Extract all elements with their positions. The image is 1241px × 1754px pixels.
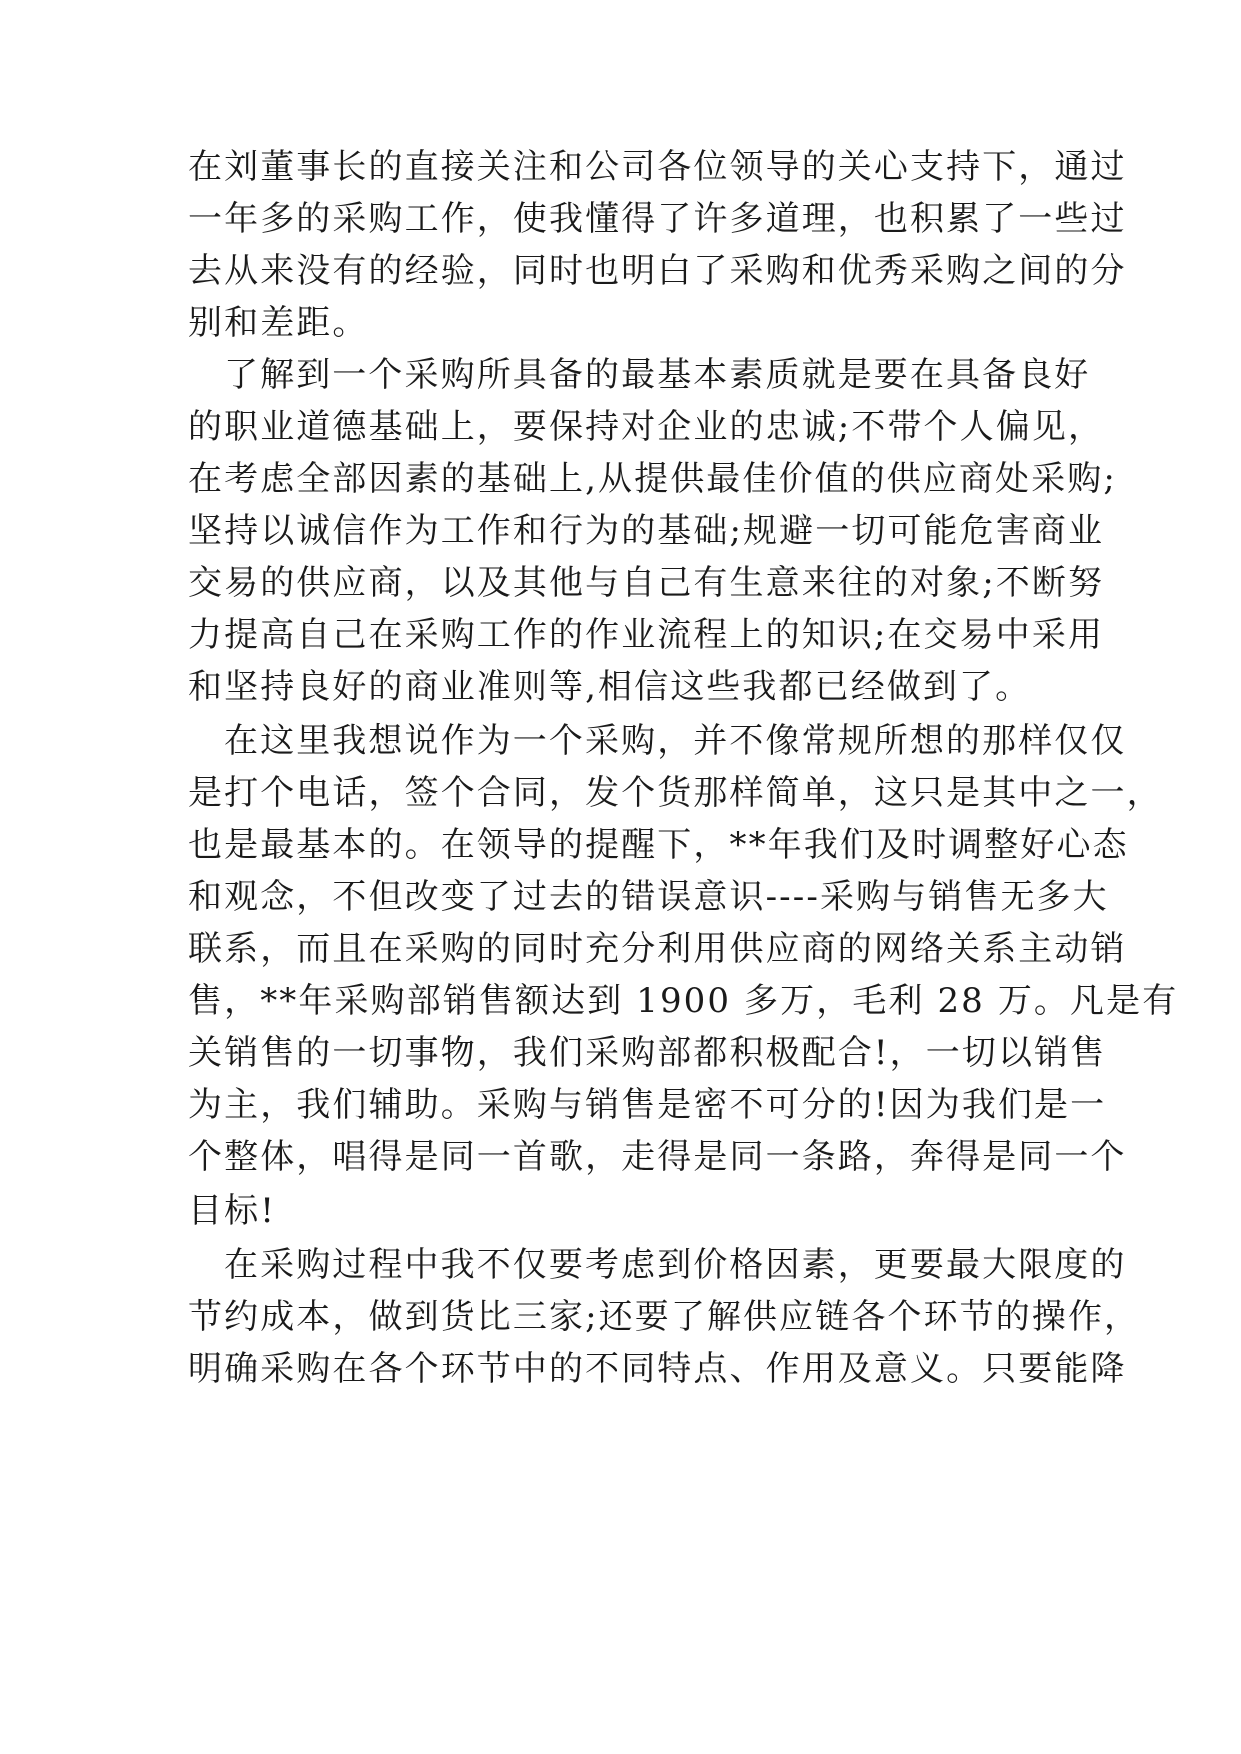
text-line: 去从来没有的经验，同时也明白了采购和优秀采购之间的分 bbox=[188, 251, 1127, 291]
text-line: 一年多的采购工作，使我懂得了许多道理，也积累了一些过 bbox=[188, 199, 1127, 239]
text-line: 了解到一个采购所具备的最基本素质就是要在具备良好 bbox=[224, 355, 1091, 395]
text-line: 也是最基本的。在领导的提醒下，**年我们及时调整好心态 bbox=[188, 825, 1129, 865]
text-line: 的职业道德基础上，要保持对企业的忠诚;不带个人偏见， bbox=[188, 407, 1105, 447]
text-line: 个整体，唱得是同一首歌，走得是同一条路，奔得是同一个 bbox=[188, 1137, 1127, 1177]
text-line: 在刘董事长的直接关注和公司各位领导的关心支持下，通过 bbox=[188, 147, 1127, 187]
text-line: 关销售的一切事物，我们采购部都积极配合!，一切以销售 bbox=[188, 1033, 1107, 1073]
text-line: 售，**年采购部销售额达到 1900 多万，毛利 28 万。凡是有 bbox=[188, 981, 1179, 1021]
text-line: 目标! bbox=[188, 1191, 276, 1231]
text-line: 力提高自己在采购工作的作业流程上的知识;在交易中采用 bbox=[188, 615, 1105, 655]
text-line: 为主，我们辅助。采购与销售是密不可分的!因为我们是一 bbox=[188, 1085, 1107, 1125]
text-line: 节约成本，做到货比三家;还要了解供应链各个环节的操作， bbox=[188, 1297, 1141, 1337]
text-line: 和坚持良好的商业准则等,相信这些我都已经做到了。 bbox=[188, 667, 1032, 707]
text-line: 联系，而且在采购的同时充分利用供应商的网络关系主动销 bbox=[188, 929, 1127, 969]
text-line: 和观念，不但改变了过去的错误意识----采购与销售无多大 bbox=[188, 877, 1109, 917]
text-line: 别和差距。 bbox=[188, 303, 369, 343]
text-line: 在考虑全部因素的基础上,从提供最佳价值的供应商处采购; bbox=[188, 459, 1117, 499]
text-line: 交易的供应商，以及其他与自己有生意来往的对象;不断努 bbox=[188, 563, 1105, 603]
text-line: 在这里我想说作为一个采购，并不像常规所想的那样仅仅 bbox=[224, 721, 1127, 761]
text-line: 坚持以诚信作为工作和行为的基础;规避一切可能危害商业 bbox=[188, 511, 1105, 551]
text-line: 在采购过程中我不仅要考虑到价格因素，更要最大限度的 bbox=[224, 1245, 1127, 1285]
text-line: 明确采购在各个环节中的不同特点、作用及意义。只要能降 bbox=[188, 1349, 1127, 1389]
text-line: 是打个电话，签个合同，发个货那样简单，这只是其中之一， bbox=[188, 773, 1163, 813]
